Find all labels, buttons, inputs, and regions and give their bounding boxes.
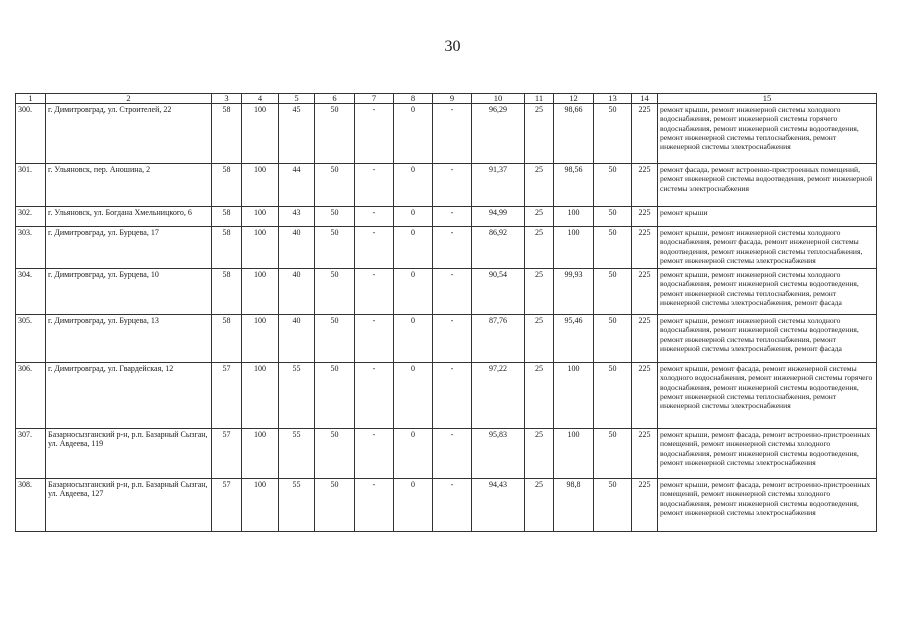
register-table: [15, 93, 877, 532]
value-cell: 50: [594, 429, 632, 479]
value-cell: 95,83: [472, 429, 525, 479]
value-cell: 58: [212, 164, 242, 207]
value-cell: 58: [212, 207, 242, 227]
value-cell: -: [355, 269, 394, 315]
value-cell: 50: [315, 207, 355, 227]
address-cell: г. Димитровград, ул. Бурцева, 10: [46, 269, 212, 315]
column-header: 5: [279, 94, 315, 104]
value-cell: 58: [212, 315, 242, 363]
value-cell: 100: [242, 429, 279, 479]
value-cell: -: [433, 315, 472, 363]
value-cell: 0: [394, 227, 433, 269]
column-number-row: [16, 94, 877, 104]
value-cell: 225: [632, 269, 658, 315]
column-header: 4: [242, 94, 279, 104]
value-cell: 225: [632, 164, 658, 207]
value-cell: 57: [212, 429, 242, 479]
value-cell: -: [433, 164, 472, 207]
table-row: [16, 164, 877, 207]
value-cell: 25: [525, 164, 554, 207]
value-cell: 50: [315, 164, 355, 207]
value-cell: 100: [242, 479, 279, 532]
value-cell: 25: [525, 479, 554, 532]
column-header: 1: [16, 94, 46, 104]
value-cell: 50: [594, 227, 632, 269]
column-header: 6: [315, 94, 355, 104]
value-cell: 99,93: [554, 269, 594, 315]
value-cell: 45: [279, 104, 315, 164]
value-cell: 50: [315, 479, 355, 532]
value-cell: 50: [315, 315, 355, 363]
works-description: ремонт крыши: [658, 207, 877, 227]
value-cell: 98,66: [554, 104, 594, 164]
column-header: 7: [355, 94, 394, 104]
value-cell: -: [355, 315, 394, 363]
value-cell: 25: [525, 315, 554, 363]
row-number: 300.: [16, 104, 46, 164]
row-number: 302.: [16, 207, 46, 227]
row-number: 306.: [16, 363, 46, 429]
value-cell: 25: [525, 104, 554, 164]
value-cell: 0: [394, 315, 433, 363]
value-cell: 0: [394, 164, 433, 207]
value-cell: 40: [279, 269, 315, 315]
value-cell: 50: [315, 269, 355, 315]
value-cell: 0: [394, 207, 433, 227]
value-cell: 50: [315, 429, 355, 479]
value-cell: 100: [554, 207, 594, 227]
value-cell: 100: [242, 269, 279, 315]
row-number: 303.: [16, 227, 46, 269]
value-cell: 100: [242, 363, 279, 429]
table-row: [16, 479, 877, 532]
works-description: ремонт крыши, ремонт инженерной системы холодного водоснабжения, ремонт инженерной системы водоотведения, ремонт инженерной системы теплоснабжения, ремонт инженерной системы электроснабжения, ремонт фасада: [658, 315, 877, 363]
value-cell: 40: [279, 227, 315, 269]
value-cell: 96,29: [472, 104, 525, 164]
address-cell: г. Ульяновск, пер. Аношина, 2: [46, 164, 212, 207]
value-cell: 50: [594, 269, 632, 315]
row-number: 304.: [16, 269, 46, 315]
column-header: 11: [525, 94, 554, 104]
value-cell: 25: [525, 269, 554, 315]
value-cell: -: [433, 479, 472, 532]
value-cell: -: [433, 227, 472, 269]
value-cell: 58: [212, 269, 242, 315]
value-cell: 225: [632, 207, 658, 227]
value-cell: -: [355, 363, 394, 429]
value-cell: 50: [594, 479, 632, 532]
works-description: ремонт крыши, ремонт фасада, ремонт инженерной системы холодного водоснабжения, ремонт инженерной системы горячего водоснабжения, ремонт инженерной системы водоотведения, ремонт инженерной системы теплоснабжения, ремонт инженерной системы электроснабжения: [658, 363, 877, 429]
column-header: 2: [46, 94, 212, 104]
value-cell: -: [355, 207, 394, 227]
value-cell: 95,46: [554, 315, 594, 363]
table-row: [16, 227, 877, 269]
value-cell: 100: [242, 227, 279, 269]
value-cell: -: [355, 227, 394, 269]
value-cell: 225: [632, 429, 658, 479]
works-description: ремонт крыши, ремонт фасада, ремонт встроенно-пристроенных помещений, ремонт инженерной системы холодного водоснабжения, ремонт инженерной системы водоотведения, ремонт инженерной системы электроснабжения: [658, 479, 877, 532]
value-cell: 100: [242, 315, 279, 363]
value-cell: 100: [242, 164, 279, 207]
value-cell: 225: [632, 479, 658, 532]
value-cell: 50: [315, 104, 355, 164]
value-cell: 225: [632, 104, 658, 164]
address-cell: г. Димитровград, ул. Бурцева, 13: [46, 315, 212, 363]
works-description: ремонт крыши, ремонт инженерной системы холодного водоснабжения, ремонт фасада, ремонт инженерной системы водоотведения, ремонт инженерной системы теплоснабжения, ремонт инженерной системы электроснабжения: [658, 227, 877, 269]
value-cell: 94,43: [472, 479, 525, 532]
value-cell: 25: [525, 429, 554, 479]
column-header: 14: [632, 94, 658, 104]
column-header: 13: [594, 94, 632, 104]
value-cell: -: [433, 104, 472, 164]
value-cell: -: [433, 363, 472, 429]
address-cell: г. Димитровград, ул. Гвардейская, 12: [46, 363, 212, 429]
value-cell: 100: [242, 104, 279, 164]
row-number: 301.: [16, 164, 46, 207]
value-cell: 100: [554, 429, 594, 479]
column-header: 15: [658, 94, 877, 104]
works-description: ремонт фасада, ремонт встроенно-пристроенных помещений, ремонт инженерной системы водоотведения, ремонт инженерной системы электроснабжения: [658, 164, 877, 207]
table-row: [16, 269, 877, 315]
page-number: 30: [444, 38, 461, 55]
value-cell: 225: [632, 227, 658, 269]
value-cell: 0: [394, 479, 433, 532]
value-cell: 90,54: [472, 269, 525, 315]
value-cell: 0: [394, 269, 433, 315]
value-cell: 50: [594, 207, 632, 227]
value-cell: 25: [525, 363, 554, 429]
value-cell: 91,37: [472, 164, 525, 207]
value-cell: -: [355, 479, 394, 532]
table-row: [16, 207, 877, 227]
row-number: 308.: [16, 479, 46, 532]
value-cell: 0: [394, 363, 433, 429]
value-cell: 225: [632, 315, 658, 363]
value-cell: 25: [525, 207, 554, 227]
works-description: ремонт крыши, ремонт инженерной системы холодного водоснабжения, ремонт инженерной системы водоотведения, ремонт инженерной системы теплоснабжения, ремонт инженерной системы электроснабжения, ремонт фасада: [658, 269, 877, 315]
value-cell: 25: [525, 227, 554, 269]
value-cell: 50: [594, 315, 632, 363]
works-description: ремонт крыши, ремонт фасада, ремонт встроенно-пристроенных помещений, ремонт инженерной системы холодного водоснабжения, ремонт инженерной системы водоотведения, ремонт инженерной системы электроснабжения: [658, 429, 877, 479]
column-header: 10: [472, 94, 525, 104]
address-cell: г. Димитровград, ул. Строителей, 22: [46, 104, 212, 164]
works-description: ремонт крыши, ремонт инженерной системы холодного водоснабжения, ремонт инженерной системы горячего водоснабжения, ремонт инженерной системы водоотведения, ремонт инженерной системы теплоснабжения, ремонт инженерной системы электроснабжения: [658, 104, 877, 164]
value-cell: -: [355, 164, 394, 207]
row-number: 307.: [16, 429, 46, 479]
address-cell: г. Ульяновск, ул. Богдана Хмельницкого, 6: [46, 207, 212, 227]
value-cell: -: [355, 429, 394, 479]
value-cell: 86,92: [472, 227, 525, 269]
value-cell: 100: [242, 207, 279, 227]
value-cell: 98,8: [554, 479, 594, 532]
value-cell: 225: [632, 363, 658, 429]
value-cell: 57: [212, 479, 242, 532]
value-cell: 40: [279, 315, 315, 363]
value-cell: 50: [315, 227, 355, 269]
column-header: 9: [433, 94, 472, 104]
column-header: 12: [554, 94, 594, 104]
value-cell: -: [355, 104, 394, 164]
table-row: [16, 104, 877, 164]
value-cell: 58: [212, 227, 242, 269]
table-row: [16, 315, 877, 363]
value-cell: 57: [212, 363, 242, 429]
value-cell: 87,76: [472, 315, 525, 363]
address-cell: Базарносызганский р-н, р.п. Базарный Сызган, ул. Авдеева, 127: [46, 479, 212, 532]
column-header: 8: [394, 94, 433, 104]
value-cell: -: [433, 429, 472, 479]
value-cell: 50: [594, 363, 632, 429]
value-cell: 50: [594, 164, 632, 207]
value-cell: 44: [279, 164, 315, 207]
value-cell: 100: [554, 363, 594, 429]
value-cell: -: [433, 269, 472, 315]
value-cell: 43: [279, 207, 315, 227]
value-cell: 55: [279, 479, 315, 532]
value-cell: 50: [594, 104, 632, 164]
address-cell: г. Димитровград, ул. Бурцева, 17: [46, 227, 212, 269]
table-body: [16, 94, 877, 532]
value-cell: 0: [394, 429, 433, 479]
value-cell: 50: [315, 363, 355, 429]
table-row: [16, 429, 877, 479]
value-cell: 98,56: [554, 164, 594, 207]
value-cell: 100: [554, 227, 594, 269]
address-cell: Базарносызганский р-н, р.п. Базарный Сызган, ул. Авдеева, 119: [46, 429, 212, 479]
value-cell: 55: [279, 429, 315, 479]
table-row: [16, 363, 877, 429]
value-cell: 94,99: [472, 207, 525, 227]
value-cell: 55: [279, 363, 315, 429]
column-header: 3: [212, 94, 242, 104]
row-number: 305.: [16, 315, 46, 363]
value-cell: -: [433, 207, 472, 227]
value-cell: 97,22: [472, 363, 525, 429]
value-cell: 0: [394, 104, 433, 164]
value-cell: 58: [212, 104, 242, 164]
